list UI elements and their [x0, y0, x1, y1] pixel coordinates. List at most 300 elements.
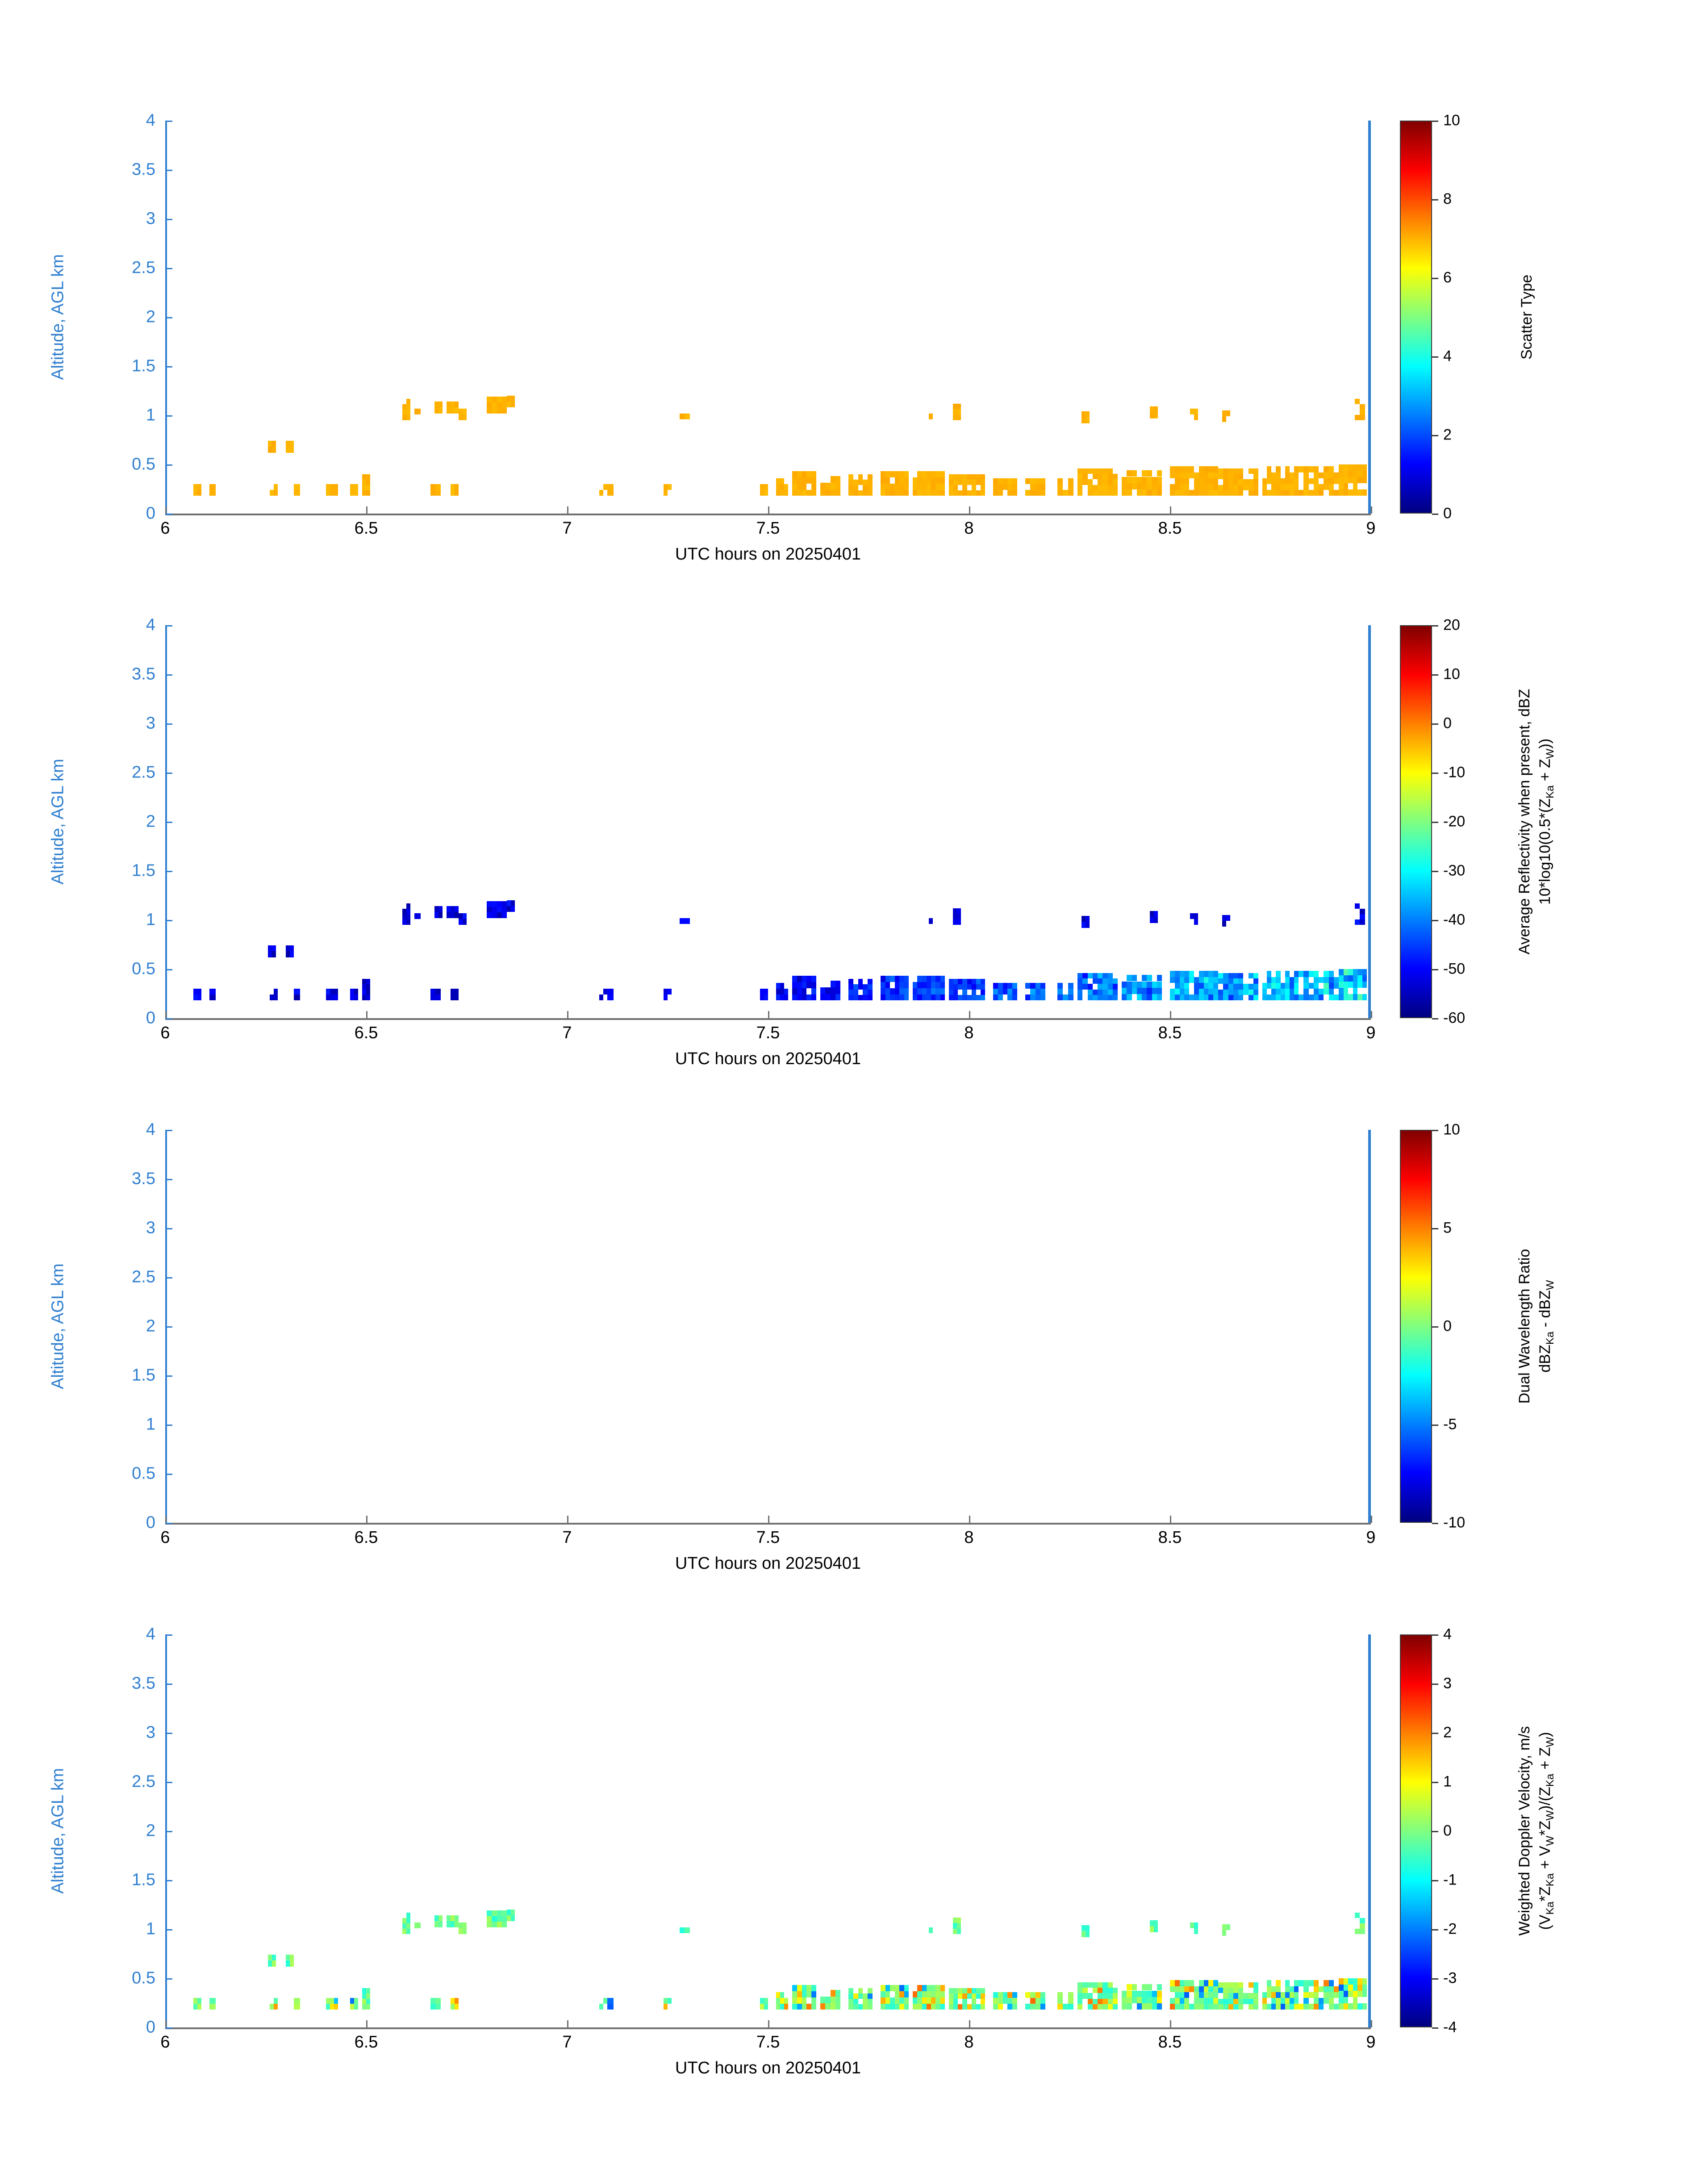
data-cell [806, 976, 811, 982]
data-cell [1007, 2004, 1012, 2010]
x-tick [165, 1516, 167, 1523]
data-cell [863, 2004, 868, 2010]
data-cell [1204, 466, 1209, 472]
data-cell [1213, 484, 1218, 490]
data-cell [507, 401, 511, 407]
data-cell [664, 1998, 668, 2004]
data-cell [917, 1985, 922, 1991]
data-cell [1276, 1980, 1280, 1986]
data-cell [1108, 490, 1113, 496]
data-cell [1362, 1991, 1367, 1997]
data-cell [1199, 484, 1204, 490]
data-cell [1098, 485, 1102, 490]
data-cell [885, 1991, 890, 1997]
data-cell [451, 407, 455, 413]
x-tick-label: 8 [964, 519, 974, 538]
data-cell [1218, 973, 1223, 978]
data-cell [1098, 2004, 1102, 2010]
colorbar-tick [1432, 871, 1438, 872]
data-cell [760, 994, 764, 1000]
data-cell [438, 1915, 443, 1921]
data-cell [962, 485, 967, 490]
colorbar-tick-label: -4 [1443, 2018, 1457, 2036]
data-cell [362, 1993, 366, 1999]
data-cell [931, 2004, 935, 2010]
axis-bottom-weighted-doppler-velocity [165, 2027, 1371, 2029]
data-cell [487, 907, 492, 912]
data-cell [1157, 470, 1162, 476]
data-cell [1276, 994, 1280, 1000]
x-tick [768, 1516, 769, 1523]
data-cell [993, 478, 998, 484]
data-cell [1353, 2003, 1358, 2010]
data-cell [1098, 995, 1102, 1000]
data-cell [1199, 1998, 1204, 2004]
data-cell [326, 1998, 330, 2004]
data-cell [487, 1916, 492, 1922]
data-cell [1303, 466, 1308, 472]
data-cell [1204, 994, 1209, 1000]
x-tick-label: 6.5 [354, 1024, 378, 1042]
data-cell [366, 474, 370, 480]
data-cell [1082, 916, 1086, 922]
data-cell [1319, 490, 1324, 496]
data-cell [1030, 989, 1035, 994]
colorbar-tick-label: 1 [1443, 1773, 1452, 1790]
data-cell [406, 919, 410, 925]
colorbar-tick [1432, 1782, 1438, 1783]
y-tick-label: 0.5 [132, 1968, 155, 1988]
data-cell [998, 989, 1003, 994]
data-cell [1098, 1993, 1102, 1998]
data-cell [835, 1997, 840, 2003]
data-cell [603, 1998, 607, 2004]
data-cell [366, 490, 370, 496]
data-cell [193, 490, 197, 496]
data-cell [197, 490, 201, 496]
y-tick-label: 2.5 [132, 763, 155, 782]
y-tick [165, 1733, 172, 1734]
data-cell [1003, 983, 1008, 989]
data-cell [780, 484, 784, 490]
data-cell [1324, 1998, 1328, 2004]
colorbar-tick [1432, 822, 1438, 823]
data-cell [1036, 478, 1040, 484]
data-cell [1267, 478, 1271, 484]
data-cell [1238, 485, 1243, 490]
data-cell [664, 490, 668, 496]
data-cell [1238, 1982, 1243, 1988]
data-cell [949, 2004, 953, 2010]
data-cell [1088, 1982, 1093, 1988]
data-cell [1262, 484, 1267, 490]
data-cell [922, 1997, 927, 2004]
data-cell [350, 490, 354, 496]
data-cell [1077, 1988, 1082, 1993]
data-cell [492, 1922, 497, 1927]
data-cell [497, 907, 502, 912]
data-cell [1194, 1922, 1198, 1928]
data-cell [1180, 989, 1185, 994]
data-cell [603, 989, 607, 994]
data-cell [685, 414, 689, 419]
data-cell [927, 994, 931, 1001]
data-cell [890, 471, 895, 477]
data-cell [922, 994, 927, 1001]
data-cell [1294, 983, 1299, 989]
data-cell [1353, 1985, 1358, 1991]
data-cell [1003, 1992, 1008, 1998]
data-cell [831, 994, 835, 1001]
y-tick [165, 871, 172, 872]
data-cell [366, 990, 370, 995]
data-cell [1180, 994, 1185, 1000]
data-cell [1142, 2003, 1147, 2010]
data-cell [1238, 474, 1243, 479]
data-cell [1194, 989, 1199, 994]
data-cell [1093, 1988, 1098, 1993]
data-cell [366, 2004, 370, 2010]
data-cell [497, 1916, 502, 1922]
data-cell [953, 2004, 958, 2010]
data-cell [1303, 1980, 1308, 1986]
data-cell [1152, 489, 1157, 496]
colorbar-title-line2: $(V_{Ka}*Z_{Ka} + V_W*Z_W)/(Z_{Ka} + Z_W)$ [1536, 1732, 1556, 1930]
data-cell [406, 903, 410, 909]
data-cell [1344, 1985, 1349, 1991]
data-cell [1127, 483, 1132, 489]
data-cell [1267, 1980, 1271, 1986]
data-cell [1190, 409, 1194, 414]
data-cell [1175, 1986, 1180, 1992]
data-cell [1194, 414, 1198, 420]
data-cell [1228, 995, 1233, 1000]
data-cell [1147, 483, 1152, 489]
data-cell [853, 480, 858, 485]
data-cell [1314, 1998, 1319, 2004]
data-cell [1208, 2004, 1213, 2010]
data-cell [1189, 994, 1194, 1000]
data-cell [1098, 984, 1102, 989]
x-tick-label: 8 [964, 1024, 974, 1042]
data-cell [1127, 489, 1132, 496]
data-cell [1329, 1992, 1334, 1998]
data-cell [895, 976, 900, 982]
data-cell [414, 409, 421, 414]
x-tick-label: 6 [160, 2033, 170, 2052]
data-cell [868, 1988, 873, 1993]
data-cell [895, 490, 900, 496]
data-cell [1243, 984, 1248, 989]
data-cell [1190, 1922, 1194, 1928]
data-cell [927, 982, 931, 988]
data-cell [1030, 490, 1035, 496]
data-cell [1271, 983, 1276, 989]
data-cell [1068, 2004, 1073, 2010]
data-cell [1285, 472, 1290, 478]
data-cell [993, 484, 998, 490]
data-cell [1154, 412, 1158, 418]
data-cell [438, 407, 443, 413]
data-cell [1238, 978, 1243, 984]
data-cell [1082, 1931, 1086, 1937]
data-cell [1319, 472, 1324, 478]
data-cell [1184, 989, 1189, 994]
data-cell [1088, 990, 1093, 995]
data-cell [881, 1991, 885, 1997]
data-cell [1007, 478, 1012, 484]
data-cell [831, 2003, 835, 2010]
data-cell [1152, 994, 1157, 1000]
data-cell [940, 982, 945, 988]
data-cell [1253, 1982, 1258, 1988]
data-cell [1276, 983, 1280, 989]
data-cell [1142, 483, 1147, 489]
data-cell [1184, 2004, 1189, 2010]
colorbar-tick-label: -3 [1443, 1969, 1457, 1987]
data-cell [1344, 1997, 1349, 2003]
data-cell [1276, 490, 1280, 496]
x-tick-label: 9 [1366, 2033, 1376, 2052]
data-cell [1208, 1992, 1213, 1998]
data-cell [885, 1997, 890, 2004]
data-cell [802, 988, 807, 994]
data-cell [492, 901, 497, 907]
data-cell [1309, 466, 1314, 472]
data-cell [1324, 484, 1328, 490]
data-cell [1334, 1986, 1339, 1992]
data-cell [1157, 483, 1162, 489]
data-cell [274, 2004, 278, 2010]
data-cell [1012, 490, 1017, 496]
data-cell [776, 484, 780, 490]
data-cell [1088, 984, 1093, 989]
data-cell [1213, 490, 1218, 496]
data-cell [904, 1991, 909, 1997]
data-cell [1213, 1980, 1218, 1986]
data-cell [1063, 490, 1068, 496]
data-cell [451, 484, 455, 490]
data-cell [940, 976, 945, 982]
data-cell [1253, 479, 1258, 485]
data-cell [802, 1985, 807, 1991]
data-cell [935, 484, 940, 490]
data-cell [1324, 983, 1328, 989]
data-cell [1303, 989, 1308, 994]
data-cell [1147, 994, 1152, 1000]
data-cell [917, 1997, 922, 2004]
data-cell [1228, 468, 1233, 474]
data-cell [1122, 1991, 1127, 1997]
data-cell [1290, 490, 1294, 496]
data-cell [492, 1916, 497, 1922]
data-cell [1082, 417, 1086, 423]
data-cell [1213, 1986, 1218, 1992]
data-cell [806, 471, 811, 477]
colorbar-title-line1: Dual Wavelength Ratio [1516, 1249, 1533, 1404]
data-cell [362, 490, 366, 496]
data-cell [1132, 477, 1137, 483]
data-cell [863, 490, 868, 496]
x-tick [366, 1011, 367, 1018]
data-cell [958, 1993, 962, 1999]
data-cell [502, 408, 507, 413]
data-cell [1324, 1986, 1328, 1992]
colorbar-tick [1432, 1831, 1438, 1832]
colorbar-tick [1432, 2027, 1438, 2029]
data-cell [953, 480, 958, 485]
data-cell [1132, 483, 1137, 489]
data-cell [1362, 1978, 1367, 1985]
x-tick [567, 506, 568, 514]
data-cell [274, 490, 278, 496]
data-cell [1353, 975, 1358, 982]
data-cell [1262, 983, 1267, 989]
data-cell [1082, 1988, 1087, 1993]
colorbar-tick [1432, 121, 1438, 122]
y-tick [165, 723, 172, 725]
data-cell [1339, 483, 1344, 489]
data-cell [1344, 483, 1349, 489]
data-cell [451, 1921, 455, 1927]
data-cell [764, 490, 768, 496]
data-cell [1294, 971, 1299, 977]
x-tick-label: 9 [1366, 1024, 1376, 1042]
data-cell [362, 485, 366, 490]
data-cell [797, 1991, 802, 1997]
data-cell [1228, 990, 1233, 995]
data-cell [820, 1997, 825, 2003]
data-cell [1204, 472, 1209, 478]
data-cell [599, 994, 603, 1000]
data-cell [1319, 989, 1324, 994]
data-cell [455, 2004, 459, 2010]
y-tick [165, 1130, 172, 1131]
data-cell [1294, 478, 1299, 484]
data-cell [455, 1921, 459, 1927]
data-cell [272, 1960, 276, 1966]
data-cell [1189, 472, 1194, 478]
data-cell [1276, 971, 1280, 977]
x-tick-label: 8.5 [1158, 519, 1182, 538]
data-cell [972, 480, 976, 485]
data-cell [1194, 1986, 1199, 1992]
colorbar-tick [1432, 920, 1438, 921]
data-cell [899, 2004, 904, 2010]
data-cell [1222, 410, 1226, 416]
data-cell [940, 2004, 945, 2010]
colorbar-tick-label: 4 [1443, 347, 1452, 365]
data-cell [1267, 1992, 1271, 1998]
data-cell [1040, 994, 1045, 1000]
data-cell [1253, 995, 1258, 1000]
data-cell [1194, 1992, 1199, 1998]
data-cell [487, 901, 492, 907]
data-cell [863, 485, 868, 490]
data-cell [1238, 490, 1243, 496]
data-cell [1334, 983, 1339, 989]
data-cell [1309, 994, 1314, 1000]
data-cell [1036, 989, 1040, 994]
data-cell [820, 994, 825, 1001]
data-cell [451, 906, 455, 912]
colorbar-tick-label: -40 [1443, 911, 1466, 928]
data-cell [1362, 477, 1367, 483]
data-cell [1290, 989, 1294, 994]
data-cell [1102, 978, 1107, 984]
data-cell [1213, 1992, 1218, 1998]
data-cell [957, 404, 961, 409]
data-cell [1329, 472, 1334, 478]
data-cell [802, 1991, 807, 1997]
data-cell [447, 912, 451, 918]
data-cell [1218, 1999, 1223, 2004]
data-cell [664, 994, 668, 1000]
data-cell [940, 471, 945, 477]
data-cell [1271, 1986, 1276, 1992]
data-cell [435, 989, 440, 994]
data-cell [290, 951, 294, 957]
data-cell [1262, 994, 1267, 1000]
data-cell [1253, 2004, 1258, 2010]
data-cell [1036, 983, 1040, 989]
data-cell [1113, 1988, 1118, 1993]
data-cell [1348, 994, 1353, 1000]
data-cell [953, 979, 958, 984]
data-cell [1329, 983, 1334, 989]
data-cell [434, 1915, 438, 1921]
data-cell [1262, 1998, 1267, 2004]
data-cell [760, 1998, 764, 2004]
data-cell [209, 1998, 216, 2004]
data-cell [1068, 1992, 1073, 1998]
data-cell [1334, 977, 1339, 983]
data-cell [1137, 489, 1142, 496]
data-cell [1223, 1993, 1228, 1998]
data-cell [459, 409, 463, 414]
colorbar-tick-label: 0 [1443, 715, 1452, 732]
data-cell [922, 490, 927, 496]
data-cell [1152, 1991, 1157, 1997]
data-cell [362, 1999, 366, 2004]
data-cell [1362, 464, 1367, 471]
data-cell [962, 995, 967, 1000]
y-tick-label: 1.5 [132, 1366, 155, 1385]
data-cell [967, 1993, 972, 1999]
data-cell [904, 1985, 909, 1991]
axis-bottom-dual-wavelength-ratio [165, 1523, 1371, 1525]
data-cell [272, 951, 276, 957]
data-cell [1218, 990, 1223, 995]
data-cell [1339, 994, 1344, 1000]
data-cell [492, 397, 497, 402]
data-cell [972, 990, 976, 995]
data-cell [917, 484, 922, 490]
data-cell [972, 1999, 976, 2004]
data-cell [455, 401, 459, 407]
colorbar-tick-label: -30 [1443, 862, 1466, 879]
y-tick-label: 3 [146, 714, 155, 733]
data-cell [958, 474, 962, 480]
data-cell [1113, 1999, 1118, 2004]
data-cell [430, 2004, 435, 2010]
data-cell [1238, 973, 1243, 978]
data-cell [831, 483, 835, 489]
data-cell [998, 490, 1003, 496]
data-cell [354, 484, 358, 490]
data-cell [1180, 490, 1185, 496]
data-cell [1098, 1999, 1102, 2004]
